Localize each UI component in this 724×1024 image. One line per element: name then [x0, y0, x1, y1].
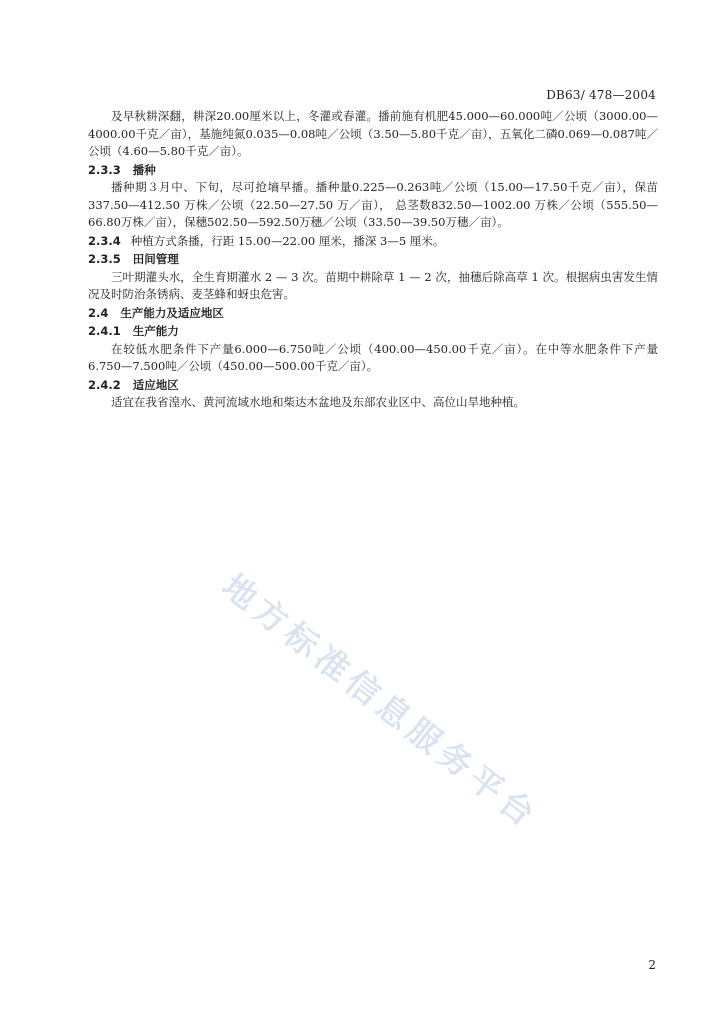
section-heading-2-3-4 [88, 233, 658, 251]
section-number: 2.4 [88, 305, 109, 320]
section-heading-2-4 [88, 305, 658, 323]
section-number: 2.3.3 [88, 162, 121, 177]
section-heading-2-3-3 [88, 162, 658, 180]
section-title: 田间管理 [132, 252, 179, 266]
section-title: 生产能力及适应地区 [120, 305, 224, 320]
page-number: 2 [648, 958, 656, 972]
section-title: 适应地区 [132, 377, 179, 392]
paragraph-soil-preparation: 及早秋耕深翻，耕深20.00厘米以上，冬灌或春灌。播前施有机肥45.000—60.000吨／公顷（3000.00—4000.00千克／亩），基施纯氮0.035—0.08吨／公顷（3.50—5.80千克／亩），五氧化二磷0.069—0.087吨／公顷（4.60—5.80千克／亩）。 [88, 109, 658, 158]
paragraph-production-capacity: 在较低水肥条件下产量6.000—6.750吨／公顷（400.00—450.00千克／亩）。在中等水肥条件下产量6.750—7.500吨／公顷（450.00—500.00千克／亩）。 [88, 341, 658, 373]
section-number: 2.4.1 [88, 324, 121, 338]
section-number: 2.3.4 [88, 233, 121, 248]
paragraph-field-management: 三叶期灌头水，全生育期灌水 2 — 3 次。苗期中耕除草 1 — 2 次，抽穗后除高草 1 次。根据病虫害发生情况及时防治条锈病、麦茎蜂和蚜虫危害。 [88, 269, 658, 301]
document-number: DB63/ 478—2004 [546, 88, 656, 102]
paragraph-sowing: 播种期３月中、下旬，尽可抢墒早播。播种量0.225—0.263吨／公顷（15.00—17.50千克／亩），保苗337.50—412.50 万株／公顷（22.50—27.50 万／亩）， 总茎数832.50—1002.00 万株／公顷（555.50—66.80万株／亩），保穗502.50—592.50万穗／公顷（33.50—39.50万穗／亩）。 [88, 180, 658, 229]
document-body [88, 108, 658, 412]
watermark: 地方标准信息服务平台 [215, 566, 547, 837]
section-heading-2-3-5 [88, 251, 658, 269]
section-text: 种植方式条播，行距 15.00—22.00 厘米，播深 3—5 厘米。 [130, 233, 445, 248]
section-title: 播种 [132, 162, 156, 177]
section-number: 2.3.5 [88, 252, 121, 266]
section-heading-2-4-2 [88, 377, 658, 395]
section-heading-2-4-1 [88, 323, 658, 341]
section-number: 2.4.2 [88, 377, 121, 392]
paragraph-suitable-area: 适宜在我省湟水、黄河流域水地和柴达木盆地及东部农业区中、高位山旱地种植。 [111, 395, 525, 409]
section-title: 生产能力 [132, 324, 179, 338]
